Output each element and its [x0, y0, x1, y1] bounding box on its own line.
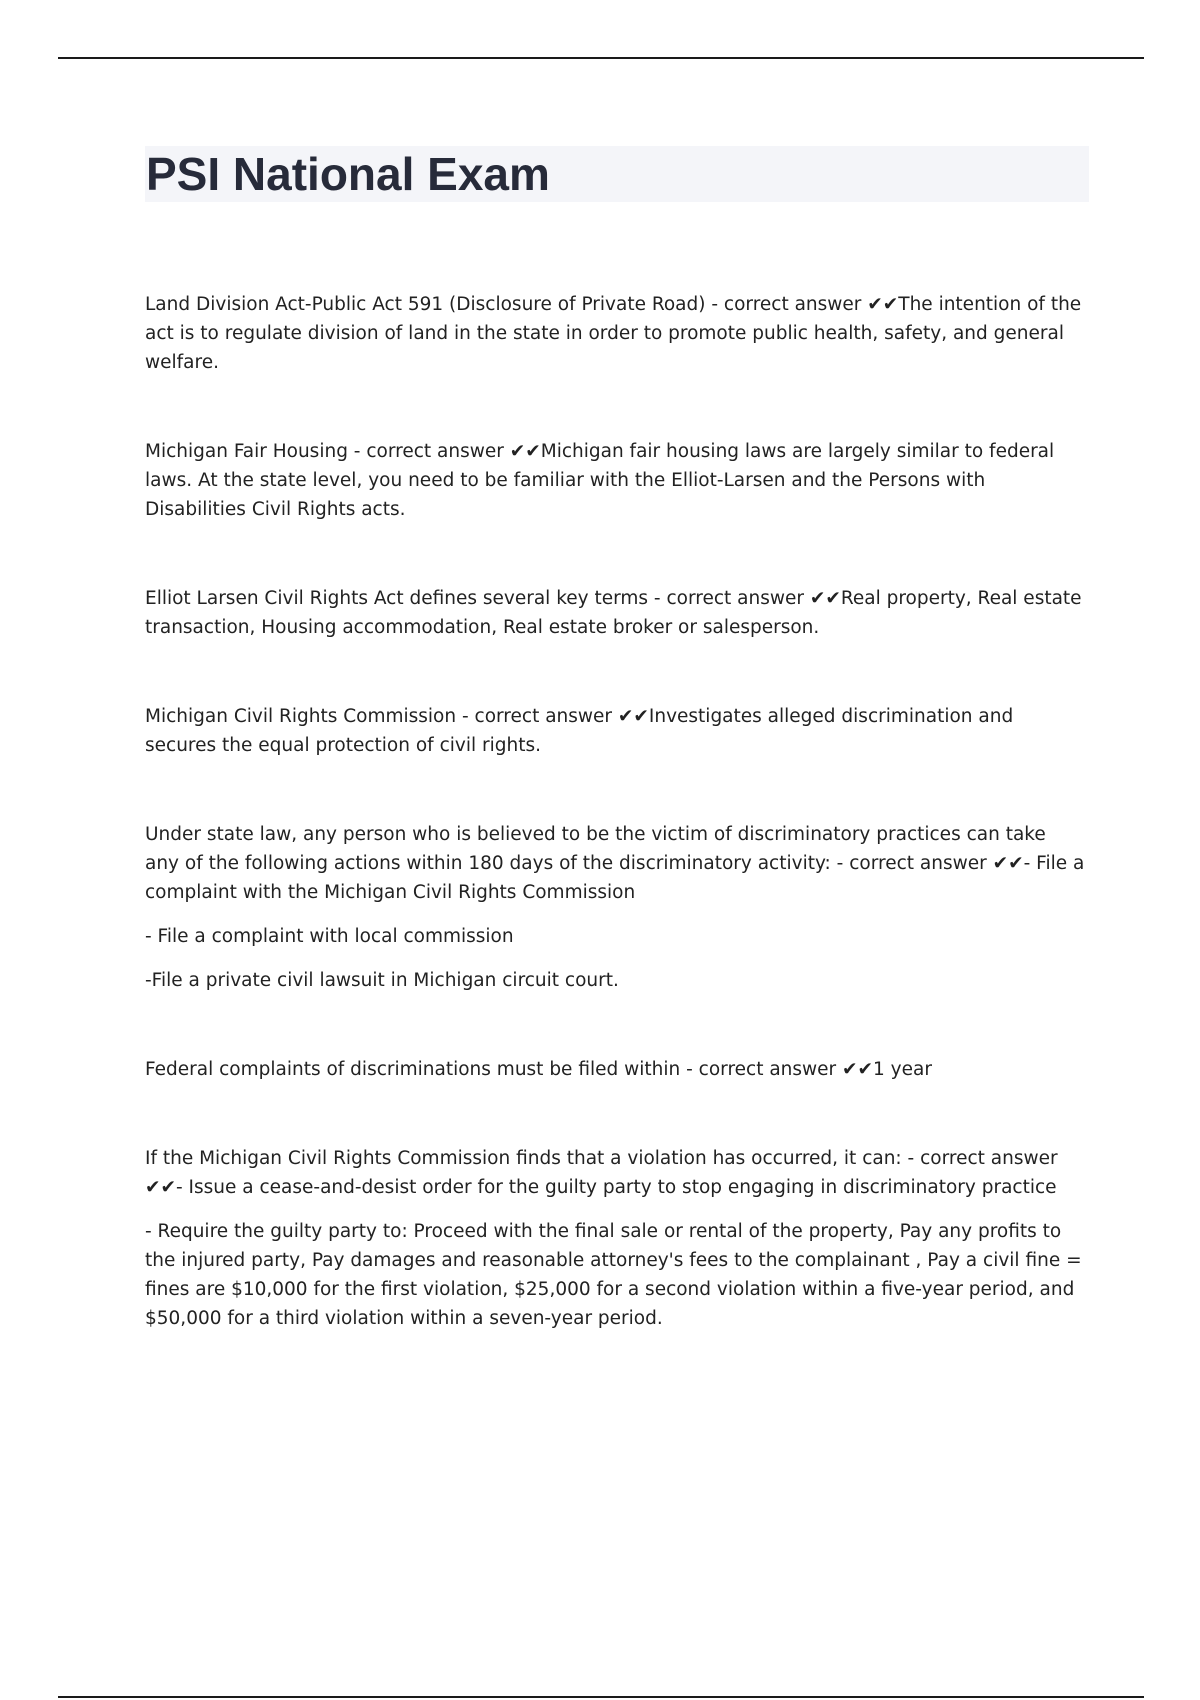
flashcard-text: If the Michigan Civil Rights Commission finds that a violation has occurred, it can: - correct answer ✔✔- Issue a cease-and-desist order for the guilty party to stop engaging in discriminatory practice — [145, 1148, 1064, 1198]
flashcard-commission-remedies — [145, 1144, 1088, 1333]
flashcard-civil-rights-commission — [145, 702, 1085, 760]
flashcard-text: Land Division Act-Public Act 591 (Disclosure of Private Road) - correct answer ✔✔The intention of the act is to regulate division of land in the state in order to promote public health, safety, and general welfare. — [145, 294, 1088, 373]
flashcard-victim-actions — [145, 820, 1091, 995]
page-top-rule — [58, 57, 1144, 59]
page-title: PSI National Exam — [146, 148, 550, 200]
flashcard-list — [145, 290, 1091, 1393]
flashcard-text: Michigan Civil Rights Commission - correct answer ✔✔Investigates alleged discrimination and secures the equal protection of civil rights. — [145, 706, 1020, 756]
flashcard-land-division-act — [145, 290, 1088, 377]
flashcard-list-item: - File a complaint with local commission — [145, 926, 514, 947]
flashcard-elliot-larsen-terms — [145, 584, 1088, 642]
flashcard-federal-complaints — [145, 1055, 1085, 1084]
flashcard-text: Elliot Larsen Civil Rights Act defines several key terms - correct answer ✔✔Real property, Real estate transaction, Housing accommodation, Real estate broker or salesperson. — [145, 588, 1088, 638]
flashcard-text: Michigan Fair Housing - correct answer ✔✔Michigan fair housing laws are largely similar to federal laws. At the state level, you need to be familiar with the Elliot-Larsen and the Persons with Disabilities Civil Rights acts. — [145, 441, 1061, 520]
flashcard-text: Under state law, any person who is believed to be the victim of discriminatory practices can take any of the following actions within 180 days of the discriminatory activity: - correct answer ✔✔- File a complaint with the Michigan Civil Rights Commission — [145, 824, 1091, 903]
page-bottom-rule — [58, 1696, 1144, 1698]
flashcard-list-item: -File a private civil lawsuit in Michigan circuit court. — [145, 970, 619, 991]
flashcard-list-item: - Require the guilty party to: Proceed with the final sale or rental of the property, Pay any profits to the injured party, Pay damages and reasonable attorney's fees to the complainant , Pay a civil fine = fines are $10,000 for the first violation, $25,000 for a second violation within a five-year period, and $50,000 for a third violation within a seven-year period. — [145, 1221, 1088, 1329]
flashcard-text: Federal complaints of discriminations must be filed within - correct answer ✔✔1 year — [145, 1059, 932, 1080]
flashcard-michigan-fair-housing — [145, 437, 1085, 524]
